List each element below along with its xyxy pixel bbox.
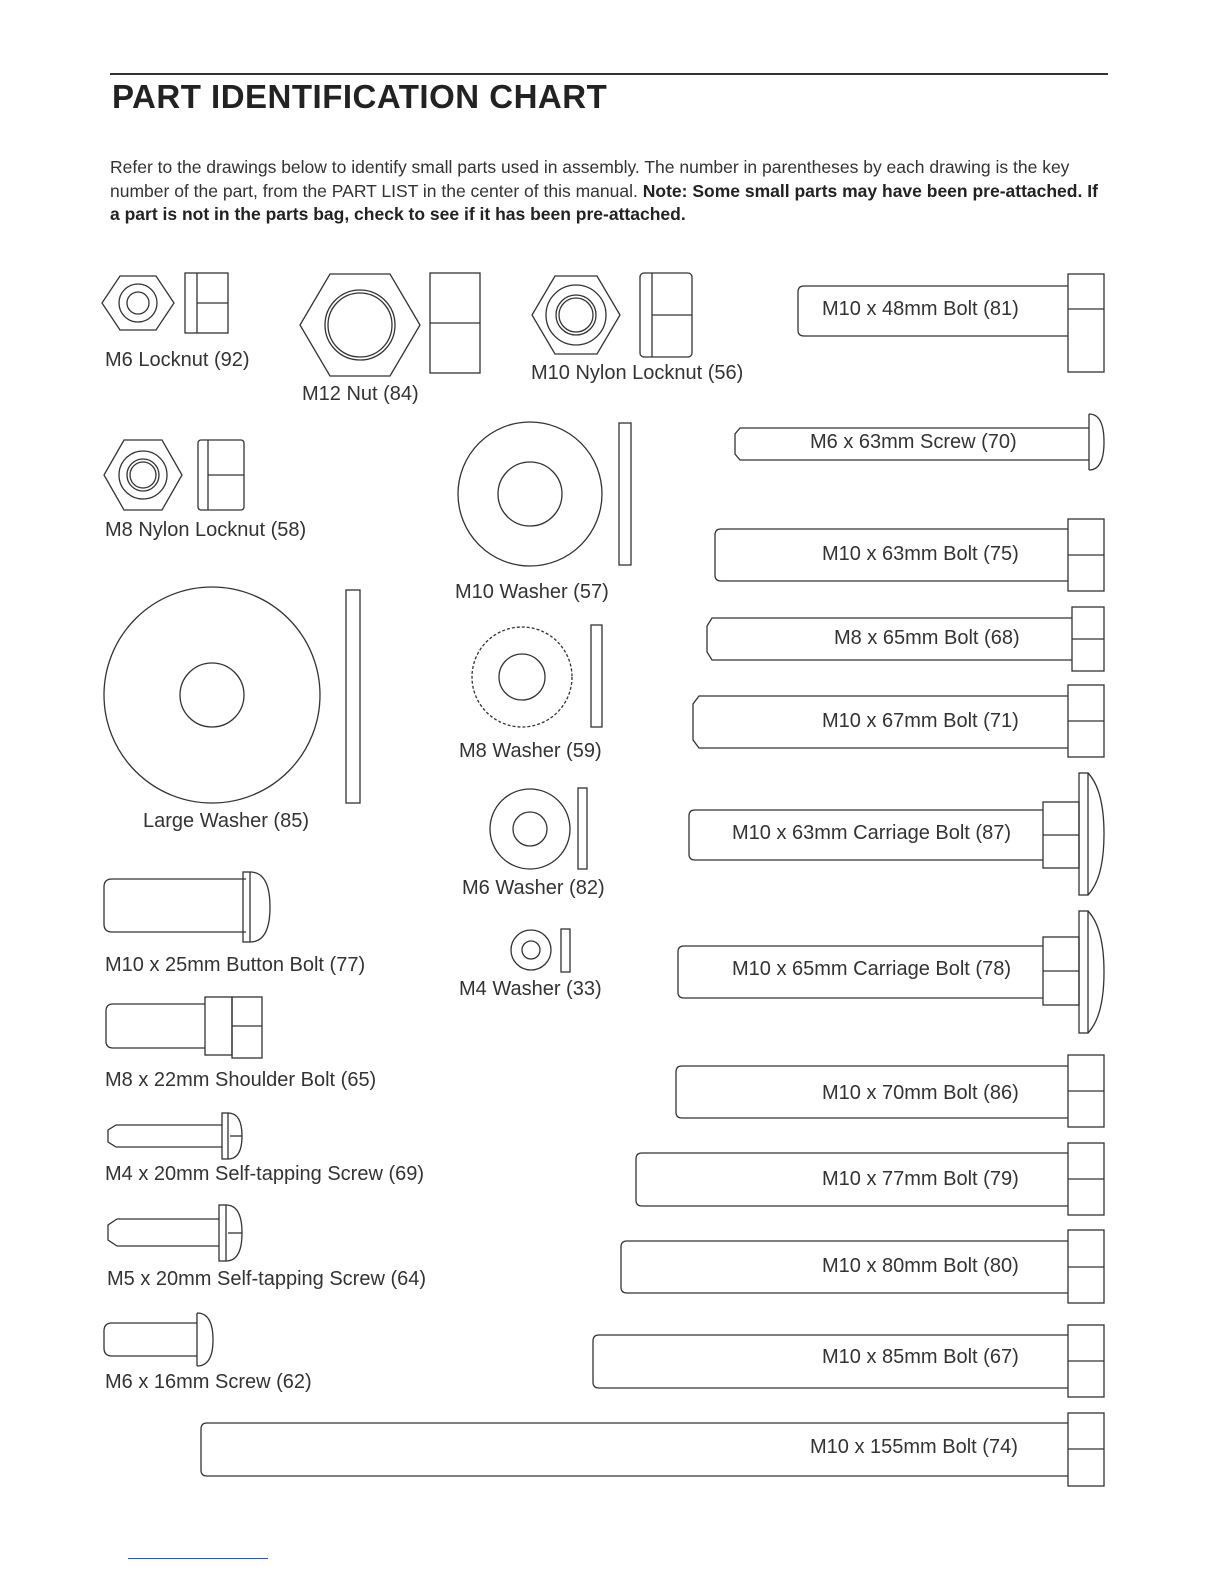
label-m10-nylon-locknut: M10 Nylon Locknut (56) <box>531 362 744 384</box>
m10-25-button-bolt-drawing <box>104 872 270 942</box>
intro-note: Note: Some small parts may have been pre-attached. If a part is not in the parts bag, check to see if it has been pre-attached. <box>110 180 1098 224</box>
label-m6-16-screw: M6 x 16mm Screw (62) <box>105 1371 312 1393</box>
m8-nylon-locknut-drawing <box>104 440 244 510</box>
m4-washer-drawing <box>511 929 570 972</box>
label-m6-63-screw: M6 x 63mm Screw (70) <box>810 431 1017 453</box>
m8-22-shoulder-bolt-drawing <box>106 997 262 1058</box>
label-m6-washer: M6 Washer (82) <box>462 877 605 899</box>
m12-nut-drawing <box>300 273 480 376</box>
m6-16-screw-drawing <box>104 1313 213 1366</box>
m10-washer-drawing <box>458 422 631 566</box>
label-m10-63-bolt: M10 x 63mm Bolt (75) <box>822 543 1019 565</box>
page-title: PART IDENTIFICATION CHART <box>112 78 608 115</box>
label-m10-65-carriage-bolt: M10 x 65mm Carriage Bolt (78) <box>732 958 1011 980</box>
label-m10-25-button-bolt: M10 x 25mm Button Bolt (77) <box>105 954 366 976</box>
label-m8-nylon-locknut: M8 Nylon Locknut (58) <box>105 519 307 541</box>
label-m8-22-shoulder-bolt: M8 x 22mm Shoulder Bolt (65) <box>105 1069 377 1091</box>
m6-locknut-drawing <box>102 273 228 333</box>
label-m10-63-carriage-bolt: M10 x 63mm Carriage Bolt (87) <box>732 822 1011 844</box>
m10-nylon-locknut-drawing <box>532 273 692 357</box>
label-m10-washer: M10 Washer (57) <box>455 581 609 603</box>
large-washer-drawing <box>104 587 360 803</box>
label-m12-nut: M12 Nut (84) <box>302 383 419 405</box>
m6-washer-drawing <box>490 788 587 869</box>
m5-20-screw-drawing <box>108 1205 242 1261</box>
label-m5-20-screw: M5 x 20mm Self-tapping Screw (64) <box>107 1268 427 1290</box>
label-m10-77-bolt: M10 x 77mm Bolt (79) <box>822 1168 1019 1190</box>
intro-text: Refer to the drawings below to identify small parts used in assembly. The number in parentheses by each drawing is the key number of the part, from the PART LIST in the center of this manual. <box>110 157 1070 201</box>
label-m4-20-screw: M4 x 20mm Self-tapping Screw (69) <box>105 1163 425 1185</box>
m8-washer-drawing <box>472 625 602 727</box>
label-m6-locknut: M6 Locknut (92) <box>105 349 250 371</box>
footer-line <box>128 1558 268 1559</box>
label-m10-48-bolt: M10 x 48mm Bolt (81) <box>822 298 1019 320</box>
label-m10-155-bolt: M10 x 155mm Bolt (74) <box>810 1436 1018 1458</box>
label-m10-70-bolt: M10 x 70mm Bolt (86) <box>822 1082 1019 1104</box>
label-m10-67-bolt: M10 x 67mm Bolt (71) <box>822 710 1019 732</box>
label-m8-washer: M8 Washer (59) <box>459 740 602 762</box>
label-m10-80-bolt: M10 x 80mm Bolt (80) <box>822 1255 1019 1277</box>
label-m4-washer: M4 Washer (33) <box>459 978 602 1000</box>
label-m8-65-bolt: M8 x 65mm Bolt (68) <box>834 627 1020 649</box>
label-m10-85-bolt: M10 x 85mm Bolt (67) <box>822 1346 1019 1368</box>
m4-20-screw-drawing <box>108 1113 242 1159</box>
label-large-washer: Large Washer (85) <box>143 810 309 832</box>
m10-48-bolt-drawing <box>798 274 1104 372</box>
